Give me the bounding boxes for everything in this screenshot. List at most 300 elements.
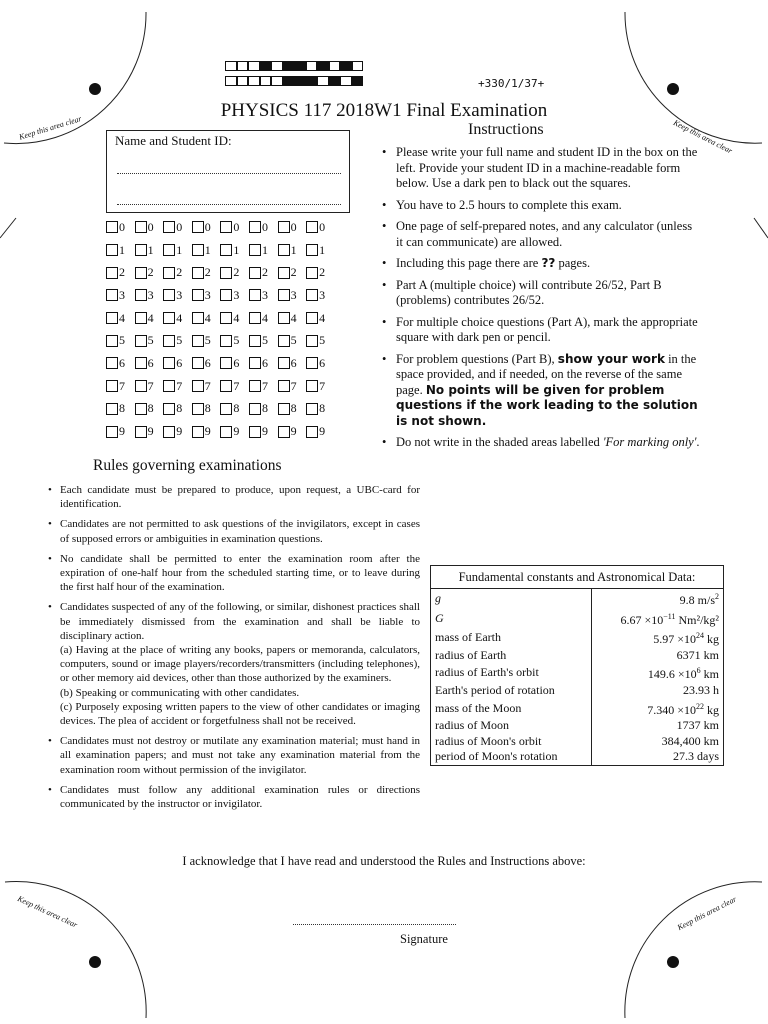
id-digit-cell[interactable] <box>278 356 307 371</box>
id-digit-cell[interactable] <box>306 379 335 394</box>
id-digit-label: 0 <box>319 219 326 234</box>
id-digit-label: 5 <box>319 333 326 348</box>
id-digit-checkbox[interactable] <box>106 312 118 324</box>
id-digit-checkbox[interactable] <box>106 403 118 415</box>
constant-name: radius of Earth's orbit <box>435 665 539 680</box>
instruction-item: • Including this page there are ?? pages. <box>380 256 700 272</box>
id-digit-label: 4 <box>290 310 297 325</box>
id-digit-cell[interactable] <box>220 220 249 235</box>
id-digit-checkbox[interactable] <box>249 312 261 324</box>
id-digit-label: 7 <box>319 378 326 393</box>
id-digit-label: 3 <box>176 287 183 302</box>
name-student-id-box[interactable] <box>106 130 350 213</box>
id-digit-checkbox[interactable] <box>106 221 118 233</box>
instruction-item: • For problem questions (Part B), show your work in the space provided, and if needed, on the reverse of the same page. No points will be given for problem questions if the work leading to the solution is not shown. <box>380 352 700 430</box>
id-digit-checkbox[interactable] <box>220 335 232 347</box>
id-digit-label: 2 <box>204 265 211 280</box>
constant-row <box>431 663 723 683</box>
id-digit-label: 9 <box>290 424 297 439</box>
id-digit-checkbox[interactable] <box>163 380 175 392</box>
rule-item-dishonest <box>48 600 420 728</box>
id-digit-cell[interactable] <box>135 424 164 439</box>
id-digit-checkbox[interactable] <box>192 221 204 233</box>
instruction-item: • You have to 2.5 hours to complete this exam. <box>380 198 700 214</box>
registration-dot-bottom-right <box>667 956 679 968</box>
id-digit-cell[interactable] <box>220 288 249 303</box>
id-digit-checkbox[interactable] <box>278 426 290 438</box>
instruction-item: • Please write your full name and student ID in the box on the left. Provide your student ID in a machine-readable form below. Use a dark pen to black out the squares. <box>380 145 700 192</box>
id-digit-checkbox[interactable] <box>135 335 147 347</box>
id-digit-cell[interactable] <box>192 379 221 394</box>
id-digit-label: 9 <box>204 424 211 439</box>
id-digit-cell[interactable] <box>306 356 335 371</box>
id-digit-cell[interactable] <box>192 243 221 258</box>
id-digit-cell[interactable] <box>220 356 249 371</box>
rule-item: • Candidates must not destroy or mutilate any examination material; must hand in all examination papers; and must not take any examination material from the examination room without permission of the invigilator. <box>48 734 420 777</box>
id-grid-row <box>106 420 335 443</box>
id-digit-cell[interactable] <box>192 424 221 439</box>
id-digit-label: 6 <box>319 355 326 370</box>
corner-label-bottom-left: Keep this area clear <box>16 894 79 930</box>
constant-row <box>431 718 723 734</box>
barcode-row-1 <box>225 61 363 71</box>
id-digit-checkbox[interactable] <box>278 267 290 279</box>
id-grid-row <box>106 239 335 262</box>
id-digit-cell[interactable] <box>135 311 164 326</box>
id-digit-label: 6 <box>233 355 240 370</box>
rules-list <box>48 483 420 817</box>
id-digit-cell[interactable] <box>163 220 192 235</box>
id-digit-cell[interactable] <box>278 311 307 326</box>
id-digit-checkbox[interactable] <box>220 426 232 438</box>
id-digit-checkbox[interactable] <box>135 244 147 256</box>
id-digit-label: 0 <box>290 219 297 234</box>
id-digit-cell[interactable] <box>306 288 335 303</box>
constant-name: g <box>435 591 441 605</box>
id-digit-cell[interactable] <box>135 401 164 416</box>
id-digit-cell[interactable] <box>306 243 335 258</box>
signature-line[interactable] <box>293 924 456 925</box>
id-digit-cell[interactable] <box>106 265 135 280</box>
id-digit-label: 8 <box>290 401 297 416</box>
id-digit-checkbox[interactable] <box>249 244 261 256</box>
id-digit-label: 9 <box>176 424 183 439</box>
id-digit-checkbox[interactable] <box>135 426 147 438</box>
id-digit-cell[interactable] <box>306 424 335 439</box>
id-digit-label: 5 <box>261 333 268 348</box>
id-digit-checkbox[interactable] <box>163 221 175 233</box>
id-digit-checkbox[interactable] <box>106 289 118 301</box>
id-digit-label: 2 <box>147 265 154 280</box>
rule-dishonest-a: (a) Having at the place of writing any books, papers or memoranda, calculators, computers, sound or image players/recorders/transmitters (including telephones), or other memory aid devices, other than those authorized by the examiners. <box>60 644 420 685</box>
id-digit-label: 4 <box>204 310 211 325</box>
id-digit-cell[interactable] <box>106 356 135 371</box>
id-digit-cell[interactable] <box>163 424 192 439</box>
id-digit-checkbox[interactable] <box>220 380 232 392</box>
id-digit-label: 5 <box>147 333 154 348</box>
id-digit-cell[interactable] <box>220 333 249 348</box>
id-digit-cell[interactable] <box>192 401 221 416</box>
id-digit-checkbox[interactable] <box>306 289 318 301</box>
id-digit-checkbox[interactable] <box>220 267 232 279</box>
rule-item: • Each candidate must be prepared to produce, upon request, a UBC-card for identification. <box>48 483 420 511</box>
id-digit-checkbox[interactable] <box>306 221 318 233</box>
id-digit-label: 9 <box>233 424 240 439</box>
id-digit-cell[interactable] <box>163 401 192 416</box>
id-digit-cell[interactable] <box>192 333 221 348</box>
id-digit-checkbox[interactable] <box>306 357 318 369</box>
id-digit-cell[interactable] <box>249 311 278 326</box>
id-digit-checkbox[interactable] <box>163 403 175 415</box>
id-digit-label: 3 <box>147 287 154 302</box>
id-digit-cell[interactable] <box>249 356 278 371</box>
id-digit-label: 0 <box>176 219 183 234</box>
id-grid-row <box>106 398 335 421</box>
id-digit-label: 2 <box>290 265 297 280</box>
registration-dot-top-right <box>667 83 679 95</box>
id-digit-cell[interactable] <box>135 333 164 348</box>
id-digit-cell[interactable] <box>163 265 192 280</box>
id-digit-cell[interactable] <box>106 220 135 235</box>
id-digit-cell[interactable] <box>306 220 335 235</box>
constant-exponent: 24 <box>696 631 704 641</box>
id-digit-cell[interactable] <box>278 333 307 348</box>
id-digit-label: 5 <box>233 333 240 348</box>
id-digit-label: 0 <box>261 219 268 234</box>
instruction-item: • Part A (multiple choice) will contribute 26/52, Part B (problems) contributes 26/52. <box>380 278 700 309</box>
id-digit-label: 0 <box>204 219 211 234</box>
student-id-grid <box>106 216 335 443</box>
id-digit-checkbox[interactable] <box>106 244 118 256</box>
id-digit-cell[interactable] <box>306 401 335 416</box>
rule-dishonest-c: (c) Purposely exposing written papers to the view of other candidates or imaging devices. The plea of accident or forgetfulness shall not be received. <box>60 700 420 728</box>
rule-item: • Candidates are not permitted to ask questions of the invigilators, except in cases of supposed errors or ambiguities in examination questions. <box>48 517 420 545</box>
constant-value: 9.8 $m/s^2$ <box>592 589 723 609</box>
id-digit-label: 5 <box>290 333 297 348</box>
id-digit-cell[interactable] <box>192 265 221 280</box>
constant-name: mass of Earth <box>435 630 501 645</box>
id-digit-checkbox[interactable] <box>163 312 175 324</box>
id-digit-checkbox[interactable] <box>192 289 204 301</box>
constant-exponent: −11 <box>663 611 676 621</box>
id-digit-checkbox[interactable] <box>163 267 175 279</box>
constant-row <box>431 749 723 765</box>
constant-name: radius of Moon <box>435 718 509 733</box>
id-digit-cell[interactable] <box>220 311 249 326</box>
id-digit-label: 0 <box>119 219 125 234</box>
constant-name: G <box>435 610 444 625</box>
id-digit-checkbox[interactable] <box>220 244 232 256</box>
id-digit-checkbox[interactable] <box>135 221 147 233</box>
id-digit-cell[interactable] <box>163 333 192 348</box>
id-digit-cell[interactable] <box>192 220 221 235</box>
id-digit-cell[interactable] <box>192 356 221 371</box>
id-digit-checkbox[interactable] <box>249 221 261 233</box>
id-digit-checkbox[interactable] <box>278 403 290 415</box>
id-grid-row <box>106 216 335 239</box>
id-digit-checkbox[interactable] <box>192 380 204 392</box>
id-digit-cell[interactable] <box>249 401 278 416</box>
id-digit-checkbox[interactable] <box>106 426 118 438</box>
id-digit-checkbox[interactable] <box>135 267 147 279</box>
constant-exponent: 22 <box>696 701 704 711</box>
name-box-label: Name and Student ID: <box>115 133 232 148</box>
id-digit-label: 4 <box>176 310 183 325</box>
id-digit-cell[interactable] <box>192 311 221 326</box>
id-digit-label: 8 <box>147 401 154 416</box>
constant-name: period of Moon's rotation <box>435 749 558 764</box>
id-digit-cell[interactable] <box>163 379 192 394</box>
id-digit-cell[interactable] <box>135 265 164 280</box>
rules-title: Rules governing examinations <box>93 457 282 474</box>
constant-row <box>431 683 723 699</box>
id-digit-label: 8 <box>319 401 326 416</box>
constant-row <box>431 589 723 609</box>
id-digit-cell[interactable] <box>106 333 135 348</box>
id-digit-label: 8 <box>233 401 240 416</box>
id-digit-cell[interactable] <box>163 311 192 326</box>
id-digit-label: 1 <box>147 242 154 257</box>
id-digit-label: 9 <box>119 424 125 439</box>
id-digit-cell[interactable] <box>220 424 249 439</box>
id-digit-label: 6 <box>204 355 211 370</box>
id-digit-cell[interactable] <box>249 288 278 303</box>
constant-row <box>431 609 723 629</box>
constants-title: Fundamental constants and Astronomical Data: <box>431 566 723 589</box>
id-digit-checkbox[interactable] <box>106 267 118 279</box>
id-digit-cell[interactable] <box>278 265 307 280</box>
id-digit-label: 1 <box>176 242 183 257</box>
id-digit-cell[interactable] <box>220 401 249 416</box>
id-digit-label: 1 <box>290 242 297 257</box>
id-digit-cell[interactable] <box>306 333 335 348</box>
id-digit-label: 3 <box>204 287 211 302</box>
id-digit-label: 2 <box>176 265 183 280</box>
signature-label: Signature <box>400 932 448 946</box>
id-digit-checkbox[interactable] <box>306 403 318 415</box>
id-grid-row <box>106 352 335 375</box>
id-digit-label: 1 <box>319 242 326 257</box>
id-digit-checkbox[interactable] <box>249 335 261 347</box>
id-digit-checkbox[interactable] <box>278 357 290 369</box>
id-digit-checkbox[interactable] <box>106 357 118 369</box>
instructions-title: Instructions <box>468 121 544 138</box>
id-digit-checkbox[interactable] <box>278 221 290 233</box>
id-digit-checkbox[interactable] <box>192 335 204 347</box>
instruction-item: • Do not write in the shaded areas labelled 'For marking only'. <box>380 435 700 451</box>
id-digit-cell[interactable] <box>192 288 221 303</box>
constant-name: mass of the Moon <box>435 700 522 715</box>
constant-exponent: 2 <box>715 592 719 601</box>
id-grid-row <box>106 329 335 352</box>
id-digit-cell[interactable] <box>106 288 135 303</box>
id-digit-label: 1 <box>233 242 240 257</box>
id-digit-label: 6 <box>119 355 125 370</box>
constants-table <box>430 565 724 766</box>
id-digit-cell[interactable] <box>306 265 335 280</box>
id-digit-cell[interactable] <box>163 288 192 303</box>
instruction-item: • For multiple choice questions (Part A), mark the appropriate square with dark pen or pencil. <box>380 315 700 346</box>
constant-row <box>431 734 723 750</box>
id-digit-checkbox[interactable] <box>220 312 232 324</box>
page-code: +330/1/37+ <box>478 77 545 90</box>
id-digit-label: 4 <box>119 310 125 325</box>
id-digit-label: 0 <box>147 219 154 234</box>
id-digit-label: 1 <box>261 242 268 257</box>
rule-dishonest-intro: • Candidates suspected of any of the following, or similar, dishonest practices shall be immediately dismissed from the examination and shall be liable to disciplinary action. <box>60 601 420 642</box>
constant-row <box>431 648 723 664</box>
id-digit-cell[interactable] <box>163 243 192 258</box>
barcode-row-2 <box>225 76 363 86</box>
id-digit-checkbox[interactable] <box>220 357 232 369</box>
id-digit-checkbox[interactable] <box>306 426 318 438</box>
id-digit-label: 3 <box>261 287 268 302</box>
constant-value: $6.67 \times 10^{-11}$ Nm²/kg² <box>592 609 723 629</box>
id-digit-cell[interactable] <box>306 311 335 326</box>
id-digit-cell[interactable] <box>106 401 135 416</box>
id-digit-cell[interactable] <box>278 243 307 258</box>
id-digit-checkbox[interactable] <box>192 312 204 324</box>
id-digit-checkbox[interactable] <box>163 289 175 301</box>
id-digit-checkbox[interactable] <box>192 244 204 256</box>
id-digit-checkbox[interactable] <box>163 426 175 438</box>
id-digit-cell[interactable] <box>249 424 278 439</box>
id-digit-label: 6 <box>290 355 297 370</box>
id-digit-checkbox[interactable] <box>220 403 232 415</box>
id-digit-label: 3 <box>290 287 297 302</box>
id-digit-label: 6 <box>147 355 154 370</box>
rule-dishonest-b: (b) Speaking or communicating with other candidates. <box>60 686 300 699</box>
id-digit-label: 7 <box>204 378 211 393</box>
id-digit-checkbox[interactable] <box>106 380 118 392</box>
id-dotted-line <box>117 204 341 205</box>
id-digit-cell[interactable] <box>249 220 278 235</box>
id-digit-checkbox[interactable] <box>249 403 261 415</box>
id-digit-label: 4 <box>261 310 268 325</box>
id-digit-cell[interactable] <box>106 311 135 326</box>
id-digit-cell[interactable] <box>278 220 307 235</box>
id-digit-checkbox[interactable] <box>249 380 261 392</box>
id-digit-checkbox[interactable] <box>220 221 232 233</box>
id-digit-cell[interactable] <box>135 356 164 371</box>
id-digit-cell[interactable] <box>278 424 307 439</box>
id-digit-cell[interactable] <box>135 243 164 258</box>
constant-name: radius of Moon's orbit <box>435 733 542 748</box>
id-digit-checkbox[interactable] <box>278 312 290 324</box>
id-digit-label: 8 <box>119 401 125 416</box>
id-digit-label: 1 <box>119 242 125 257</box>
id-digit-checkbox[interactable] <box>249 357 261 369</box>
id-digit-cell[interactable] <box>220 243 249 258</box>
id-digit-checkbox[interactable] <box>106 335 118 347</box>
id-digit-checkbox[interactable] <box>192 426 204 438</box>
id-digit-checkbox[interactable] <box>192 267 204 279</box>
id-digit-cell[interactable] <box>278 379 307 394</box>
id-digit-cell[interactable] <box>249 333 278 348</box>
id-digit-checkbox[interactable] <box>306 380 318 392</box>
constant-value: $7.340 \times 10^{22}$ kg <box>592 699 723 719</box>
id-digit-checkbox[interactable] <box>135 380 147 392</box>
id-digit-cell[interactable] <box>249 265 278 280</box>
id-digit-label: 7 <box>176 378 183 393</box>
name-dotted-line <box>117 173 341 174</box>
id-grid-row <box>106 307 335 330</box>
id-digit-cell[interactable] <box>220 379 249 394</box>
id-digit-label: 2 <box>233 265 240 280</box>
id-digit-checkbox[interactable] <box>192 357 204 369</box>
rule-item: • Candidates must follow any additional examination rules or directions communicated by the instructor or invigilator. <box>48 783 420 811</box>
id-digit-checkbox[interactable] <box>306 312 318 324</box>
id-digit-cell[interactable] <box>163 356 192 371</box>
id-digit-checkbox[interactable] <box>306 244 318 256</box>
constant-value: 6371 km <box>592 648 723 664</box>
id-digit-checkbox[interactable] <box>306 335 318 347</box>
instruction-bold: show your work <box>557 351 665 366</box>
id-digit-checkbox[interactable] <box>135 403 147 415</box>
id-digit-label: 2 <box>319 265 326 280</box>
id-digit-label: 4 <box>147 310 154 325</box>
id-digit-checkbox[interactable] <box>163 244 175 256</box>
id-digit-cell[interactable] <box>278 401 307 416</box>
id-digit-checkbox[interactable] <box>278 335 290 347</box>
constant-value: 384,400 km <box>592 734 723 750</box>
acknowledgement: I acknowledge that I have read and understood the Rules and Instructions above: <box>182 854 586 868</box>
id-digit-label: 4 <box>233 310 240 325</box>
id-digit-checkbox[interactable] <box>135 357 147 369</box>
id-digit-checkbox[interactable] <box>249 267 261 279</box>
id-digit-checkbox[interactable] <box>163 357 175 369</box>
id-digit-checkbox[interactable] <box>220 289 232 301</box>
id-digit-checkbox[interactable] <box>163 335 175 347</box>
id-digit-checkbox[interactable] <box>249 289 261 301</box>
id-digit-label: 7 <box>233 378 240 393</box>
id-digit-cell[interactable] <box>278 288 307 303</box>
id-digit-checkbox[interactable] <box>192 403 204 415</box>
id-digit-checkbox[interactable] <box>278 289 290 301</box>
id-digit-cell[interactable] <box>135 379 164 394</box>
id-digit-checkbox[interactable] <box>278 380 290 392</box>
id-digit-cell[interactable] <box>249 379 278 394</box>
id-digit-label: 8 <box>176 401 183 416</box>
id-grid-row <box>106 284 335 307</box>
constant-name: Earth's period of rotation <box>435 682 555 697</box>
id-digit-cell[interactable] <box>106 379 135 394</box>
id-digit-label: 4 <box>319 310 326 325</box>
id-digit-cell[interactable] <box>106 424 135 439</box>
constant-row <box>431 628 723 648</box>
id-digit-cell[interactable] <box>135 220 164 235</box>
id-digit-label: 3 <box>233 287 240 302</box>
id-digit-checkbox[interactable] <box>135 312 147 324</box>
id-digit-label: 9 <box>261 424 268 439</box>
id-digit-checkbox[interactable] <box>278 244 290 256</box>
id-digit-checkbox[interactable] <box>249 426 261 438</box>
corner-label-bottom-right: Keep this area clear <box>676 894 738 933</box>
id-digit-cell[interactable] <box>220 265 249 280</box>
id-digit-cell[interactable] <box>106 243 135 258</box>
id-digit-label: 3 <box>119 287 125 302</box>
id-digit-label: 5 <box>119 333 125 348</box>
id-digit-cell[interactable] <box>249 243 278 258</box>
id-digit-checkbox[interactable] <box>306 267 318 279</box>
id-digit-checkbox[interactable] <box>135 289 147 301</box>
id-digit-label: 2 <box>119 265 125 280</box>
id-digit-cell[interactable] <box>135 288 164 303</box>
id-digit-label: 1 <box>204 242 211 257</box>
id-digit-label: 3 <box>319 287 326 302</box>
constant-value: $5.97 \times 10^{24}$ kg <box>592 628 723 648</box>
corner-label-top-right: Keep this area clear <box>671 118 734 156</box>
